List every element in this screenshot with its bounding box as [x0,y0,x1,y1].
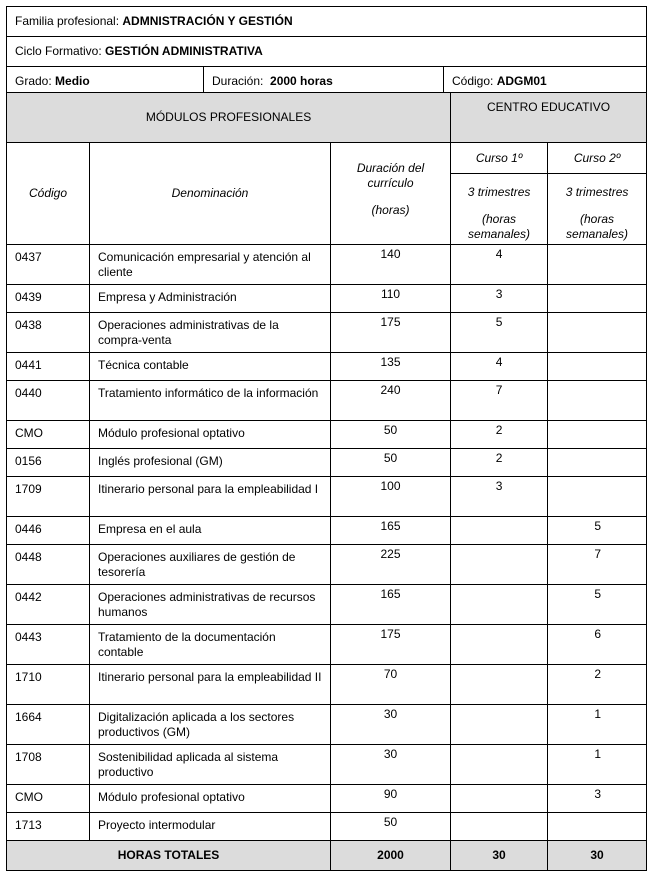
table-row [7,585,647,625]
table-row [7,245,647,285]
module-code: 1709 [7,477,90,517]
module-curso2-hours [548,313,647,353]
curso2-horas-line-2: semanales) [566,227,629,241]
module-curso1-hours [451,545,548,585]
table-row [7,813,647,841]
header-row-1 [7,93,647,143]
module-code: 0440 [7,381,90,421]
module-hours: 225 [331,545,451,585]
module-curso2-hours: 3 [548,785,647,813]
curso2-trimestres: 3 trimestres [565,185,629,199]
ciclo-cell [7,37,647,67]
module-name: Inglés profesional (GM) [90,449,331,477]
totals-row [7,841,647,871]
module-hours: 90 [331,785,451,813]
duracion-column-header [331,143,451,245]
duracion-line-3: (horas) [371,203,410,217]
module-curso2-hours [548,381,647,421]
curso1-column-header [451,143,548,245]
module-name: Técnica contable [90,353,331,381]
module-hours: 110 [331,285,451,313]
table-row [7,449,647,477]
module-curso1-hours: 2 [451,421,548,449]
module-curso2-hours: 2 [548,665,647,705]
curso1-horas-line-1: (horas [482,212,517,226]
module-code: 1713 [7,813,90,841]
table-row [7,285,647,313]
module-curso2-hours [548,449,647,477]
module-curso2-hours [548,813,647,841]
module-name: Módulo profesional optativo [90,785,331,813]
module-curso1-hours [451,585,548,625]
curso1-horas-line-2: semanales) [468,227,531,241]
curso2-label: Curso 2º [548,143,646,174]
module-rows [7,245,647,841]
module-code: 0443 [7,625,90,665]
totals-hours: 2000 [331,841,451,871]
module-curso1-hours [451,517,548,545]
curso2-horas-line-1: (horas [580,212,615,226]
duracion-line-1: Duración del [356,161,425,175]
module-hours: 30 [331,745,451,785]
table-row [7,625,647,665]
module-code: 0437 [7,245,90,285]
module-name: Módulo profesional optativo [90,421,331,449]
module-code: 0439 [7,285,90,313]
ciclo-value: GESTIÓN ADMINISTRATIVA [105,44,263,58]
module-code: 0448 [7,545,90,585]
module-name: Tratamiento de la documentación contable [90,625,331,665]
curso2-column-header [548,143,647,245]
table-row [7,313,647,353]
module-curso2-hours: 1 [548,745,647,785]
table-row [7,381,647,421]
module-name: Sostenibilidad aplicada al sistema productivo [90,745,331,785]
module-curso1-hours: 7 [451,381,548,421]
table-row [7,745,647,785]
table-row [7,421,647,449]
curso1-trimestres: 3 trimestres [467,185,531,199]
ciclo-row [7,37,647,67]
totals-curso2: 30 [548,841,647,871]
duracion-value: 2000 horas [270,74,333,88]
codigo-value: ADGM01 [496,74,547,88]
module-curso2-hours [548,477,647,517]
curso1-label: Curso 1º [451,143,547,174]
module-name: Proyecto intermodular [90,813,331,841]
module-code: 0446 [7,517,90,545]
module-curso1-hours: 3 [451,285,548,313]
module-curso1-hours: 3 [451,477,548,517]
header-row-2 [7,143,647,245]
module-name: Itinerario personal para la empleabilidad I [90,477,331,517]
module-hours: 175 [331,625,451,665]
module-name: Empresa y Administración [90,285,331,313]
module-hours: 50 [331,421,451,449]
centro-header: CENTRO EDUCATIVO [451,93,647,143]
familia-value: ADMNISTRACIÓN Y GESTIÓN [122,14,293,28]
module-curso1-hours [451,813,548,841]
module-curso1-hours: 2 [451,449,548,477]
grado-label: Grado: [15,74,52,88]
module-code: 0438 [7,313,90,353]
table-row [7,665,647,705]
module-curso2-hours [548,421,647,449]
table-row [7,545,647,585]
module-name: Empresa en el aula [90,517,331,545]
denominacion-column-header: Denominación [90,143,331,245]
module-hours: 50 [331,813,451,841]
module-curso2-hours [548,285,647,313]
module-code: 0156 [7,449,90,477]
module-code: 0441 [7,353,90,381]
info-table [6,6,647,97]
module-code: CMO [7,785,90,813]
table-row [7,353,647,381]
module-curso1-hours [451,785,548,813]
table-row [7,477,647,517]
module-curso1-hours: 4 [451,353,548,381]
module-hours: 30 [331,705,451,745]
module-curso1-hours [451,705,548,745]
grado-value: Medio [55,74,90,88]
familia-cell [7,7,647,37]
modules-table [6,92,647,871]
module-curso1-hours: 4 [451,245,548,285]
module-code: CMO [7,421,90,449]
modulos-header: MÓDULOS PROFESIONALES [7,93,451,143]
duracion-line-2: currículo [367,176,414,190]
module-hours: 165 [331,585,451,625]
module-hours: 240 [331,381,451,421]
totals-curso1: 30 [451,841,548,871]
module-curso2-hours: 5 [548,517,647,545]
codigo-label: Código: [452,74,494,88]
module-curso1-hours [451,745,548,785]
module-name: Operaciones administrativas de recursos humanos [90,585,331,625]
module-hours: 70 [331,665,451,705]
module-curso2-hours: 5 [548,585,647,625]
familia-row [7,7,647,37]
module-curso1-hours [451,625,548,665]
module-name: Itinerario personal para la empleabilidad II [90,665,331,705]
table-row [7,705,647,745]
module-curso1-hours [451,665,548,705]
module-hours: 140 [331,245,451,285]
module-name: Operaciones auxiliares de gestión de tesorería [90,545,331,585]
module-curso2-hours: 1 [548,705,647,745]
module-code: 1664 [7,705,90,745]
module-curso2-hours [548,353,647,381]
totals-label: HORAS TOTALES [7,841,331,871]
module-code: 1710 [7,665,90,705]
module-code: 1708 [7,745,90,785]
familia-label: Familia profesional: [15,14,120,28]
module-curso2-hours: 7 [548,545,647,585]
table-row [7,785,647,813]
module-hours: 135 [331,353,451,381]
duracion-label: Duración: [212,74,264,88]
module-code: 0442 [7,585,90,625]
module-curso2-hours: 6 [548,625,647,665]
module-name: Digitalización aplicada a los sectores productivos (GM) [90,705,331,745]
module-name: Operaciones administrativas de la compra-venta [90,313,331,353]
module-name: Comunicación empresarial y atención al cliente [90,245,331,285]
module-name: Tratamiento informático de la información [90,381,331,421]
module-curso2-hours [548,245,647,285]
table-row [7,517,647,545]
module-curso1-hours: 5 [451,313,548,353]
module-hours: 50 [331,449,451,477]
module-hours: 175 [331,313,451,353]
ciclo-label: Ciclo Formativo: [15,44,102,58]
codigo-column-header: Código [7,143,90,245]
module-hours: 165 [331,517,451,545]
module-hours: 100 [331,477,451,517]
